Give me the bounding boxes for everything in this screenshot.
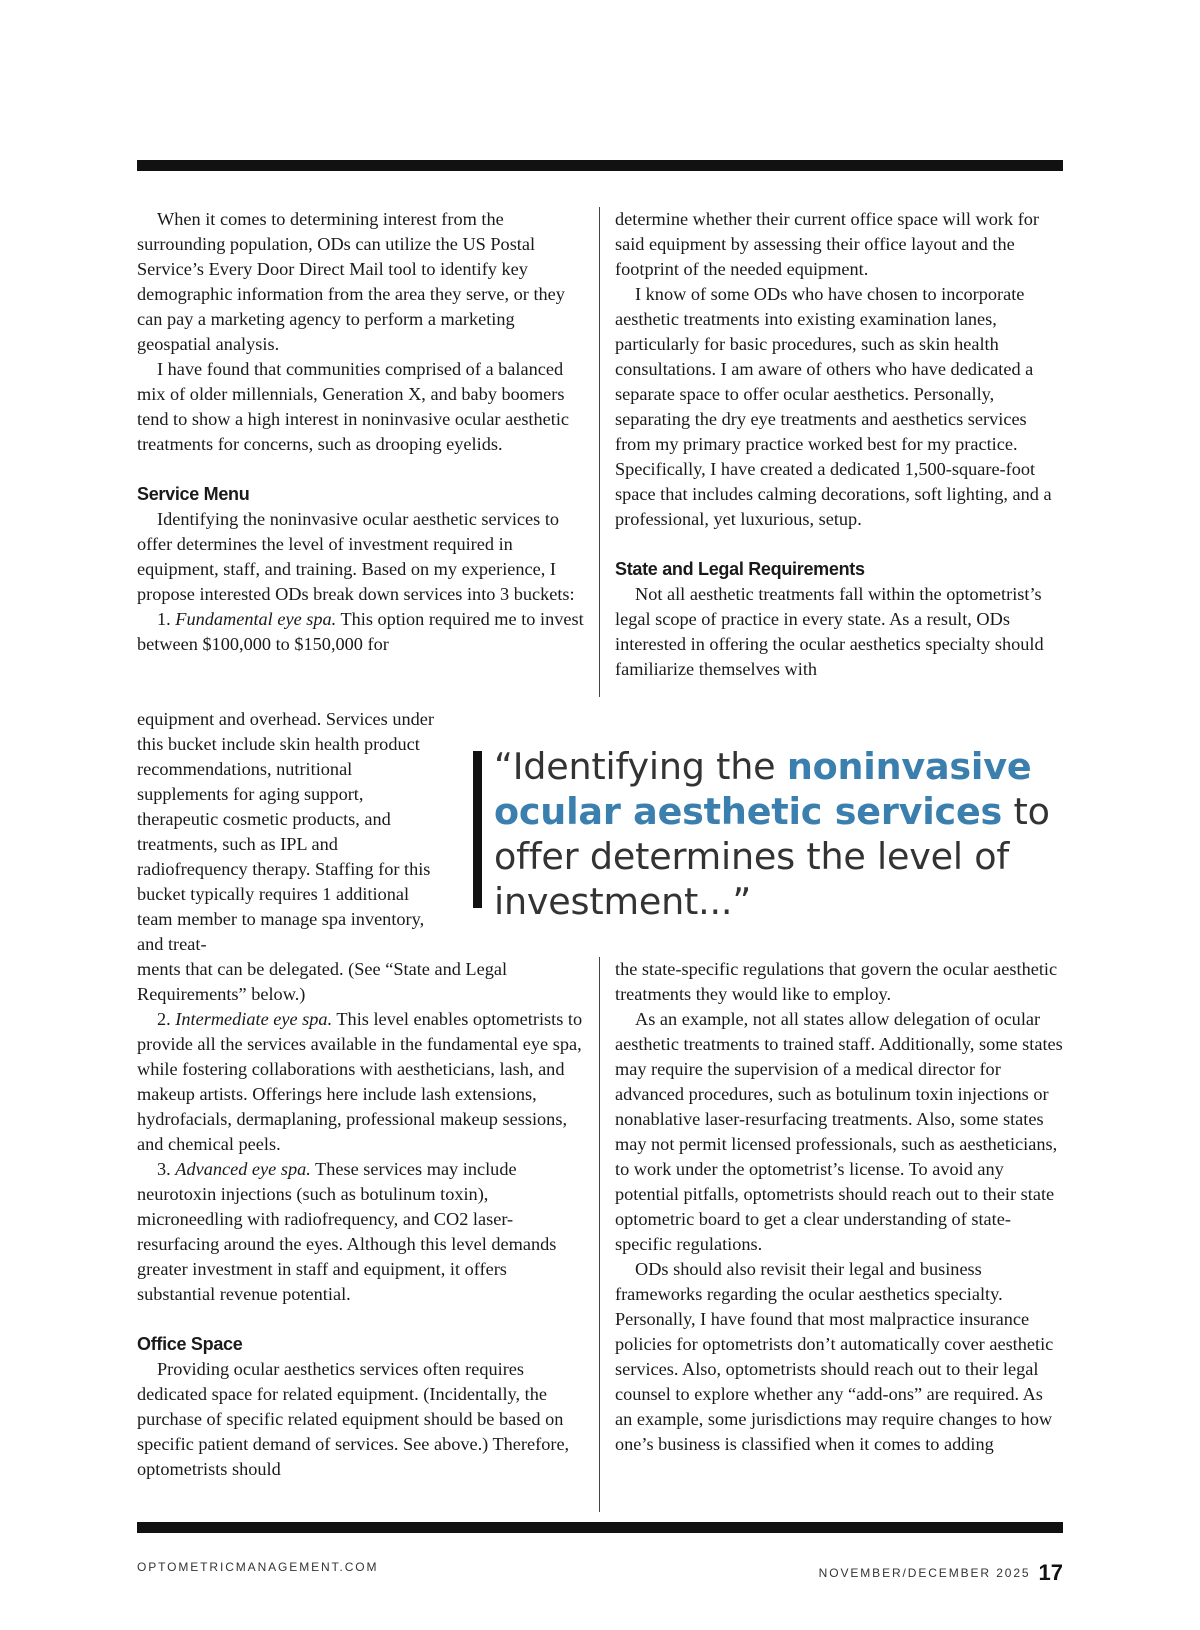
column-1-narrow — [137, 707, 447, 957]
paragraph-continued: equipment and overhead. Services under this bucket include skin health product recommendations, nutritional supplements for aging support, therapeutic cosmetic products, and treatments, such as IPL and radiofrequency therapy. Staffing for this bucket typically requires 1 additional team member to manage spa inventory, and treat- — [137, 709, 434, 954]
item-title: Fundamental eye spa. — [175, 609, 337, 629]
item-text: This option required me to invest between $100,000 to $150,000 for — [137, 609, 584, 654]
pull-quote-bar — [473, 751, 482, 908]
top-rule — [137, 160, 1063, 171]
footer-issue — [819, 1560, 1063, 1586]
section-heading-state-legal: State and Legal Requirements — [615, 559, 865, 579]
item-title: Intermediate eye spa. — [175, 1009, 333, 1029]
pull-quote — [494, 744, 1084, 924]
paragraph: I know of some ODs who have chosen to incorporate aesthetic treatments into existing examination lanes, particularly for basic procedures, such as skin health consultations. I am aware of others who have dedicated a separate space to offer ocular aesthetics. Personally, separating the dry eye treatments and aesthetics services from my primary practice worked best for my practice. Specifically, I have created a dedicated 1,500-square-foot space that includes calming decorations, soft lighting, and a professional, yet luxurious, setup. — [615, 284, 1052, 529]
footer-website: OPTOMETRICMANAGEMENT.COM — [137, 1560, 379, 1574]
paragraph: Identifying the noninvasive ocular aesthetic services to offer determines the level of investment required in equipment, staff, and training. Based on my experience, I propose interested ODs break down services into 3 buckets: — [137, 509, 575, 604]
item-text: This level enables optometrists to provide all the services available in the fundamental eye spa, while fostering collaborations with aestheticians, lash, and makeup artists. Offerings here include lash extensions, hydrofacials, dermaplaning, professional makeup sessions, and chemical peels. — [137, 1009, 583, 1154]
section-heading-office-space: Office Space — [137, 1334, 243, 1354]
paragraph: I have found that communities comprised of a balanced mix of older millennials, Generation X, and baby boomers tend to show a high interest in noninvasive ocular aesthetic treatments for concerns, such as drooping eyelids. — [137, 359, 570, 454]
paragraph: Providing ocular aesthetics services often requires dedicated space for related equipment. (Incidentally, the purchase of specific related equipment should be based on specific patient demand of services. See above.) Therefore, optometrists should — [137, 1359, 570, 1479]
item-text: These services may include neurotoxin injections (such as botulinum toxin), microneedling with radiofrequency, and CO2 laser-resurfacing around the eyes. Although this level demands greater investment in staff and equipment, it offers substantial revenue potential. — [137, 1159, 557, 1304]
column-2-upper — [615, 207, 1063, 682]
paragraph-continued: ments that can be delegated. (See “State and Legal Requirements” below.) — [137, 959, 508, 1004]
column-2-lower — [615, 957, 1063, 1457]
page-number: 17 — [1038, 1560, 1063, 1585]
list-item-advanced — [137, 1157, 585, 1307]
column-1-upper — [137, 207, 585, 657]
list-item-fundamental — [137, 607, 585, 657]
item-title: Advanced eye spa. — [175, 1159, 311, 1179]
issue-date: NOVEMBER/DECEMBER 2025 — [818, 1566, 1031, 1580]
item-number: 1. — [157, 609, 176, 629]
pull-quote-text: “Identifying the — [494, 745, 787, 788]
paragraph: When it comes to determining interest from the surrounding population, ODs can utilize the US Postal Service’s Every Door Direct Mail tool to identify key demographic information from the area they serve, or they can pay a marketing agency to perform a marketing geospatial analysis. — [137, 209, 565, 354]
column-divider — [599, 207, 600, 697]
bottom-rule — [137, 1522, 1063, 1533]
paragraph: As an example, not all states allow delegation of ocular aesthetic treatments to trained staff. Additionally, some states may require the supervision of a medical director for advanced procedures, such as botulinum toxin injections or nonablative laser-resurfacing treatments. Also, some states may not permit licensed professionals, such as aestheticians, to work under the optometrist’s license. To avoid any potential pitfalls, optometrists should reach out to their state optometric board to get a clear understanding of state-specific regulations. — [615, 1009, 1063, 1254]
paragraph: Not all aesthetic treatments fall within the optometrist’s legal scope of practice in every state. As a result, ODs interested in offering the ocular aesthetics specialty should familiarize themselves with — [615, 584, 1044, 679]
list-item-intermediate — [137, 1007, 585, 1157]
pull-quote-text: to offer determines the level of investment...” — [494, 790, 1050, 923]
pull-quote-highlight: noninvasive ocular aesthetic services — [494, 745, 1032, 833]
paragraph-continued: determine whether their current office space will work for said equipment by assessing their office layout and the footprint of the needed equipment. — [615, 209, 1040, 279]
column-1-lower — [137, 957, 585, 1482]
paragraph-continued: the state-specific regulations that govern the ocular aesthetic treatments they would like to employ. — [615, 959, 1058, 1004]
column-divider — [599, 957, 600, 1512]
item-number: 3. — [157, 1159, 176, 1179]
paragraph: ODs should also revisit their legal and business frameworks regarding the ocular aesthetics specialty. Personally, I have found that most malpractice insurance policies for optometrists don’t automatically cover aesthetic services. Also, optometrists should reach out to their legal counsel to explore whether any “add-ons” are required. As an example, some jurisdictions may require changes to how one’s business is classified when it comes to adding — [615, 1259, 1054, 1454]
item-number: 2. — [157, 1009, 176, 1029]
section-heading-service-menu: Service Menu — [137, 484, 250, 504]
